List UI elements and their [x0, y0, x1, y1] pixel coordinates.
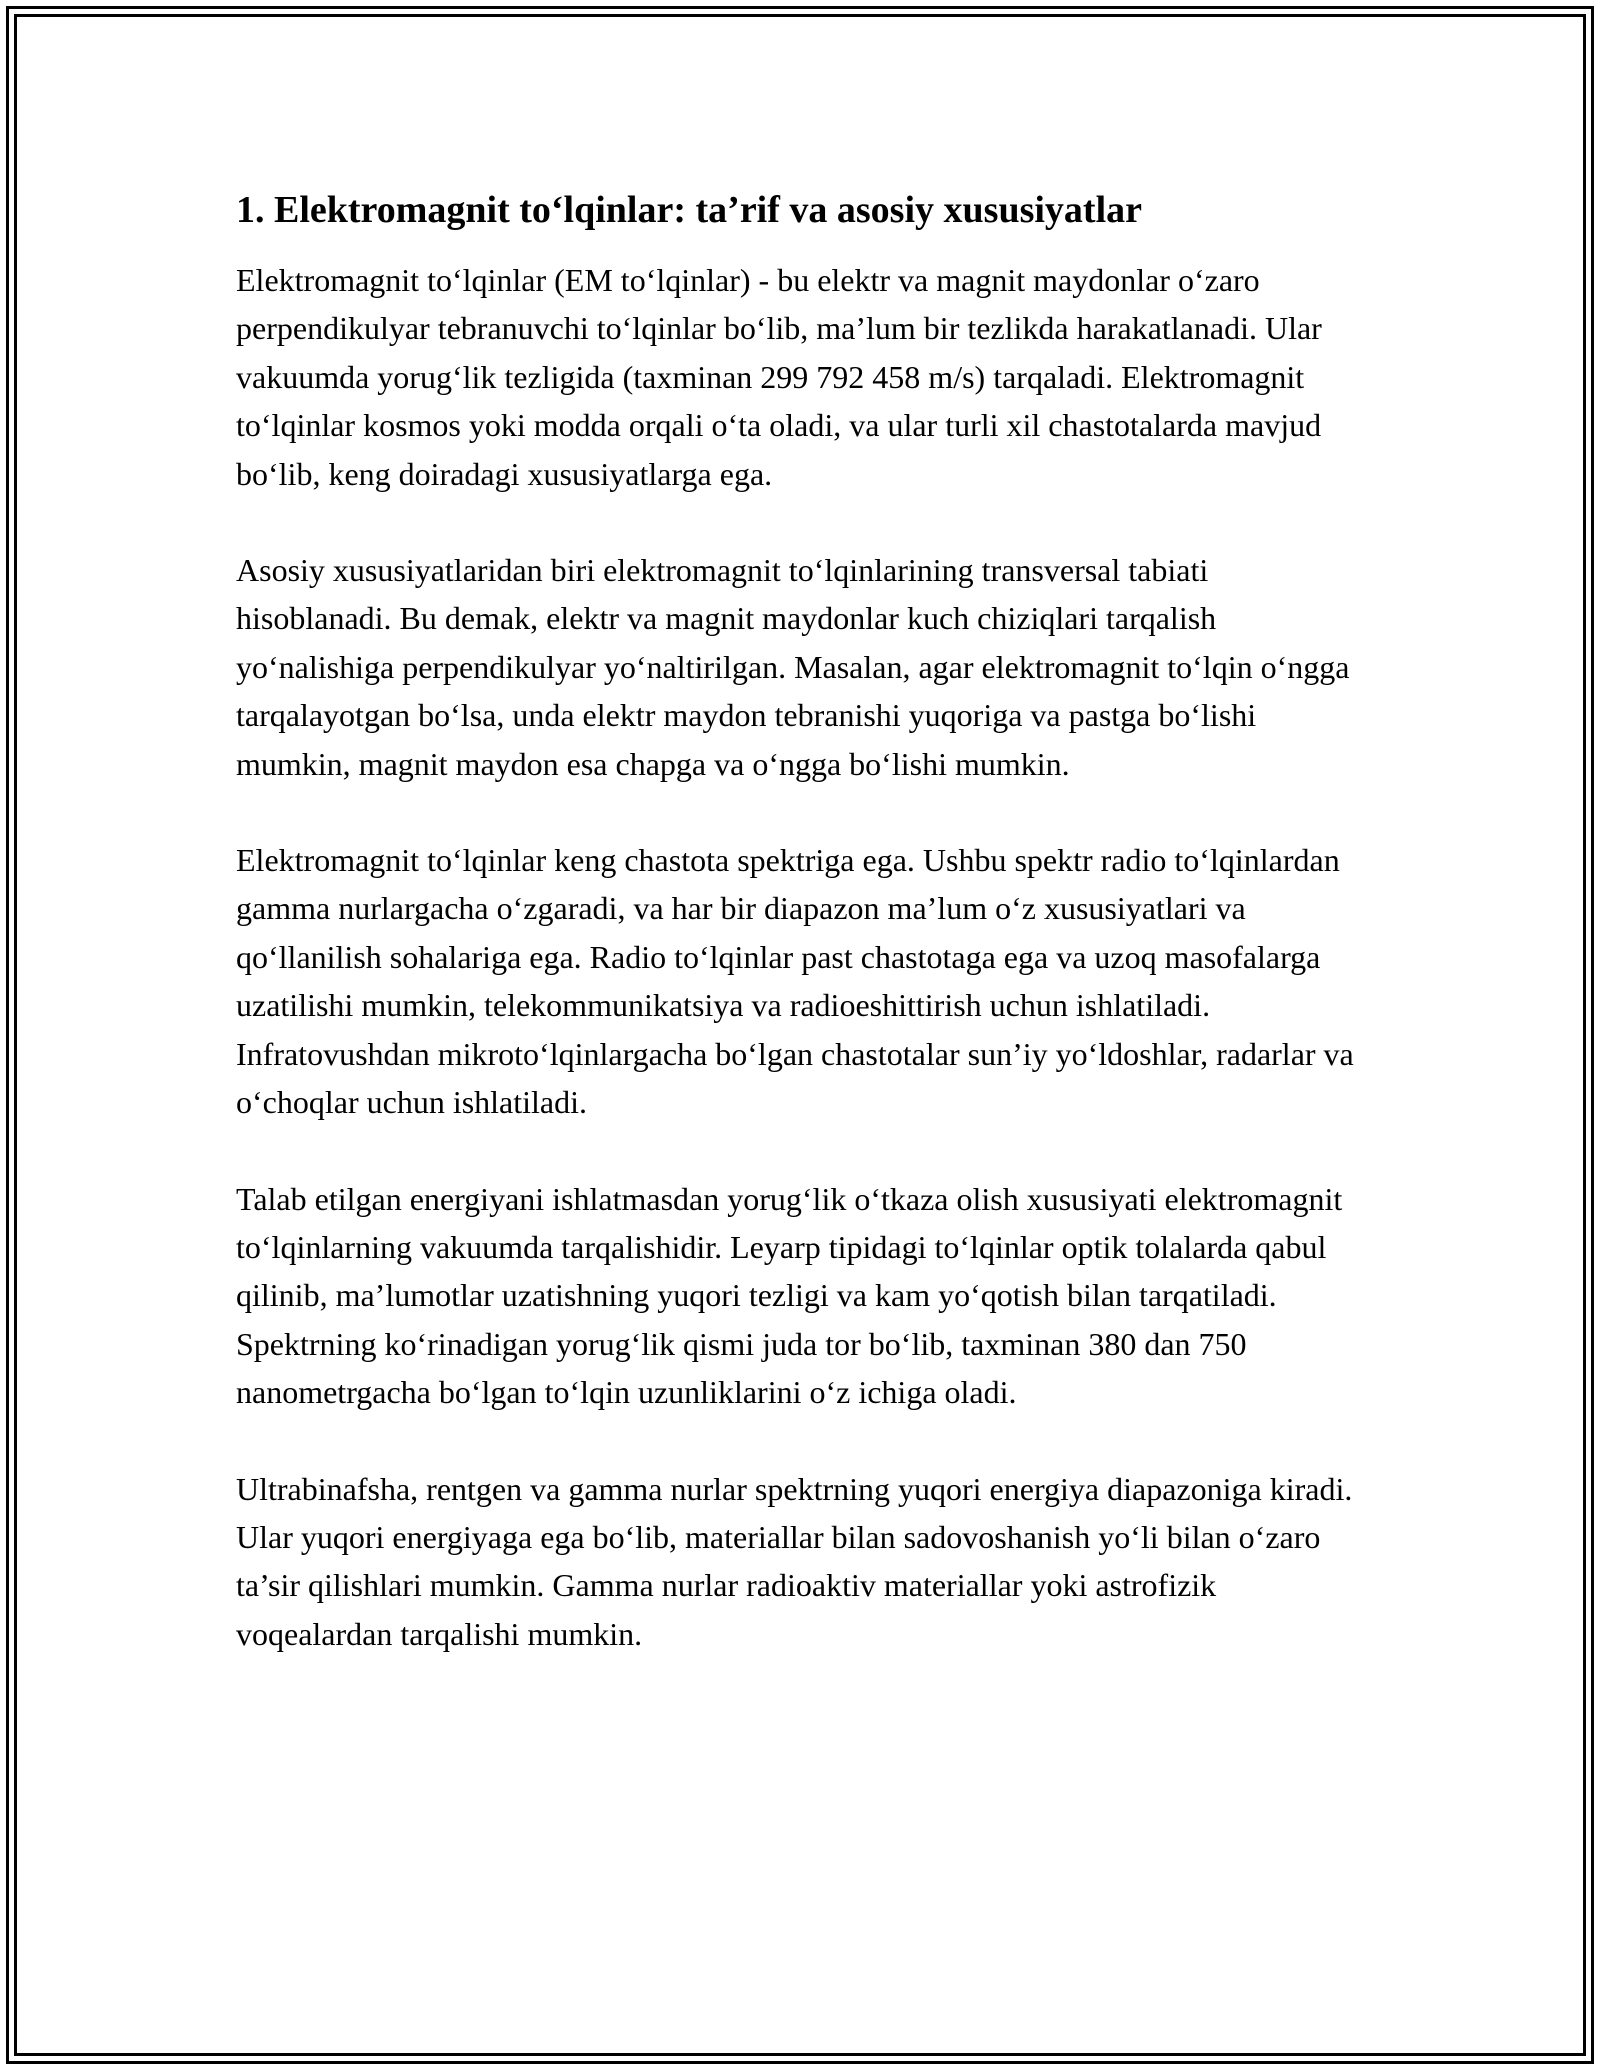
section-heading: 1. Elektromagnit to‘lqinlar: ta’rif va asosiy xususiyatlar [236, 189, 1143, 231]
paragraph-high-energy: Ultrabinafsha, rentgen va gamma nurlar spektrning yuqori energiya diapazoniga kiradi. Ular yuqori energiyaga ega bo‘lib, materiallar bilan sadovoshanish yo‘li bilan o‘zaro ta’sir qilishlari mumkin. Gamma nurlar radioaktiv materiallar yoki astrofizik voqealardan tarqalishi mumkin. [236, 1470, 1353, 1652]
document-body [236, 186, 1366, 1706]
paragraph-transversal-nature: Asosiy xususiyatlaridan biri elektromagnit to‘lqinlarining transversal tabiati hisoblanadi. Bu demak, elektr va magnit maydonlar kuch chiziqlari tarqalish yo‘nalishiga perpendikulyar yo‘naltirilgan. Masalan, agar elektromagnit to‘lqin o‘ngga tarqalayotgan bo‘lsa, unda elektr maydon tebranishi yuqoriga va pastga bo‘lishi mumkin, magnit maydon esa chapga va o‘ngga bo‘lishi mumkin. [236, 552, 1350, 782]
paragraph-definition: Elektromagnit to‘lqinlar (EM to‘lqinlar) - bu elektr va magnit maydonlar o‘zaro perpendikulyar tebranuvchi to‘lqinlar bo‘lib, ma’lum bir tezlikda harakatlanadi. Ular vakuumda yorug‘lik tezligida (taxminan 299 792 458 m/s) tarqaladi. Elektromagnit to‘lqinlar kosmos yoki modda orqali o‘ta oladi, va ular turli xil chastotalarda mavjud bo‘lib, keng doiradagi xususiyatlarga ega. [236, 262, 1322, 492]
paragraph-frequency-spectrum: Elektromagnit to‘lqinlar keng chastota spektriga ega. Ushbu spektr radio to‘lqinlardan gamma nurlargacha o‘zgaradi, va har bir diapazon ma’lum o‘z xususiyatlari va qo‘llanilish sohalariga ega. Radio to‘lqinlar past chastotaga ega va uzoq masofalarga uzatilishi mumkin, telekommunikatsiya va radioeshittirish uchun ishlatiladi. Infratovushdan mikroto‘lqinlargacha bo‘lgan chastotalar sun’iy yo‘ldoshlar, radarlar va o‘choqlar uchun ishlatiladi. [236, 842, 1354, 1121]
paragraph-vacuum-propagation: Talab etilgan energiyani ishlatmasdan yorug‘lik o‘tkaza olish xususiyati elektromagnit to‘lqinlarning vakuumda tarqalishidir. Leyarp tipidagi to‘lqinlar optik tolalarda qabul qilinib, ma’lumotlar uzatishning yuqori tezligi va kam yo‘qotish bilan tarqatiladi. Spektrning ko‘rinadigan yorug‘lik qismi juda tor bo‘lib, taxminan 380 dan 750 nanometrgacha bo‘lgan to‘lqin uzunliklarini o‘z ichiga oladi. [236, 1180, 1343, 1411]
